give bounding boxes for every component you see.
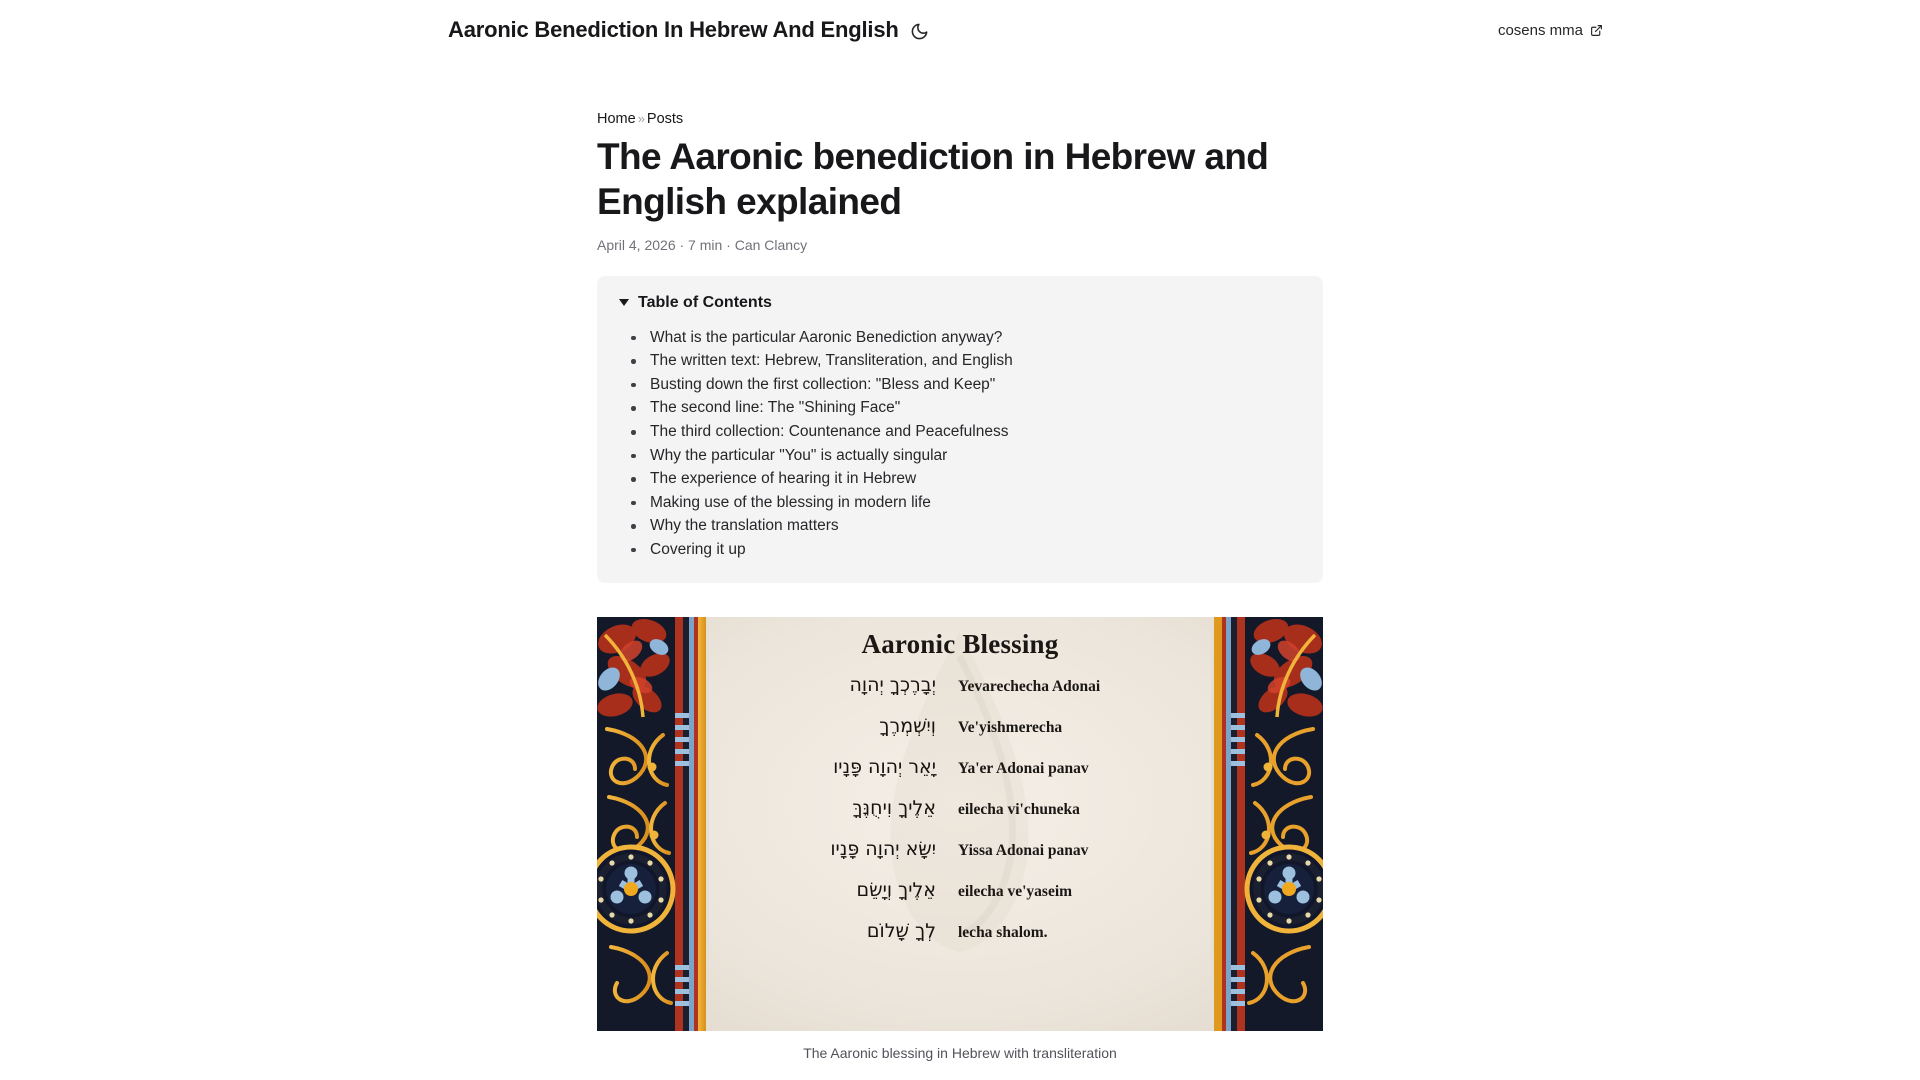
list-item[interactable]: Making use of the blessing in modern life	[631, 491, 1301, 515]
verse-hebrew: אֵלֶיךָ וִיחֻנֶּךָּ	[852, 797, 936, 820]
featured-figure	[597, 617, 1323, 1064]
list-item[interactable]: The third collection: Countenance and Peacefulness	[631, 420, 1301, 444]
verse-row	[711, 879, 1205, 920]
external-link-icon	[1590, 24, 1603, 37]
toc-header[interactable]	[619, 294, 1301, 312]
verse-hebrew: יְבָרֶכְךָ יְהוָה	[849, 674, 936, 697]
list-item[interactable]: The experience of hearing it in Hebrew	[631, 467, 1301, 491]
verse-hebrew: יָאֵר יְהוָה פָּנָיו	[833, 756, 936, 779]
list-item[interactable]: Covering it up	[631, 538, 1301, 562]
brand-group	[448, 17, 930, 43]
verse-translit: Yevarechecha Adonai	[958, 678, 1101, 696]
site-title[interactable]: Aaronic Benediction In Hebrew And English	[448, 17, 899, 42]
breadcrumb-home[interactable]: Home	[597, 111, 636, 127]
ornate-border-right	[1211, 617, 1323, 1031]
page-wrapper	[0, 60, 1920, 1064]
moon-icon[interactable]	[910, 21, 930, 41]
table-of-contents	[597, 276, 1323, 583]
verse-row	[711, 756, 1205, 797]
list-item[interactable]: The written text: Hebrew, Transliteration, and English	[631, 349, 1301, 373]
verse-hebrew: יִשָּׂא יְהוָה פָּנָיו	[830, 838, 936, 861]
site-header	[0, 0, 1920, 60]
verse-rows	[709, 674, 1211, 961]
toc-list	[619, 326, 1301, 561]
breadcrumb-separator: »	[637, 111, 645, 126]
verse-translit: Ve'yishmerecha	[958, 719, 1063, 737]
featured-image	[597, 617, 1323, 1031]
toc-title: Table of Contents	[638, 293, 772, 311]
external-link-label: cosens mma	[1497, 21, 1583, 39]
verse-row	[711, 715, 1205, 756]
blessing-content	[709, 617, 1211, 1031]
list-item[interactable]: The second line: The "Shining Face"	[631, 396, 1301, 420]
verse-row	[711, 674, 1205, 715]
list-item[interactable]: Why the particular "You" is actually singular	[631, 444, 1301, 468]
verse-hebrew: אֵלֶיךָ וְיָשֵׂם	[856, 879, 936, 902]
verse-translit: lecha shalom.	[958, 924, 1048, 942]
ornate-border-left	[597, 617, 709, 1031]
verse-hebrew: לְךָ שָׁלוֹם	[866, 920, 936, 943]
verse-translit: Yissa Adonai panav	[958, 842, 1089, 860]
figure-caption: The Aaronic blessing in Hebrew with transliteration	[803, 1045, 1117, 1062]
verse-hebrew: וְיִשְׁמְרֶךָ	[879, 715, 936, 738]
verse-row	[711, 920, 1205, 961]
breadcrumb-posts[interactable]: Posts	[646, 111, 684, 127]
verse-translit: eilecha vi'chuneka	[958, 801, 1080, 819]
list-item[interactable]: What is the particular Aaronic Benediction anyway?	[631, 326, 1301, 350]
verse-translit: Ya'er Adonai panav	[958, 760, 1089, 778]
list-item[interactable]: Why the translation matters	[631, 514, 1301, 538]
blessing-title: Aaronic Blessing	[861, 629, 1059, 660]
article	[597, 60, 1323, 1064]
list-item[interactable]: Busting down the first collection: "Bless and Keep"	[631, 373, 1301, 397]
page-title: The Aaronic benediction in Hebrew and English explained	[597, 136, 1269, 223]
caret-down-icon[interactable]	[619, 299, 629, 306]
verse-translit: eilecha ve'yaseim	[958, 883, 1073, 901]
breadcrumb	[597, 109, 1323, 129]
post-meta: April 4, 2026 · 7 min · Can Clancy	[597, 236, 808, 253]
verse-row	[711, 838, 1205, 879]
external-site-link[interactable]	[1498, 22, 1603, 39]
verse-row	[711, 797, 1205, 838]
